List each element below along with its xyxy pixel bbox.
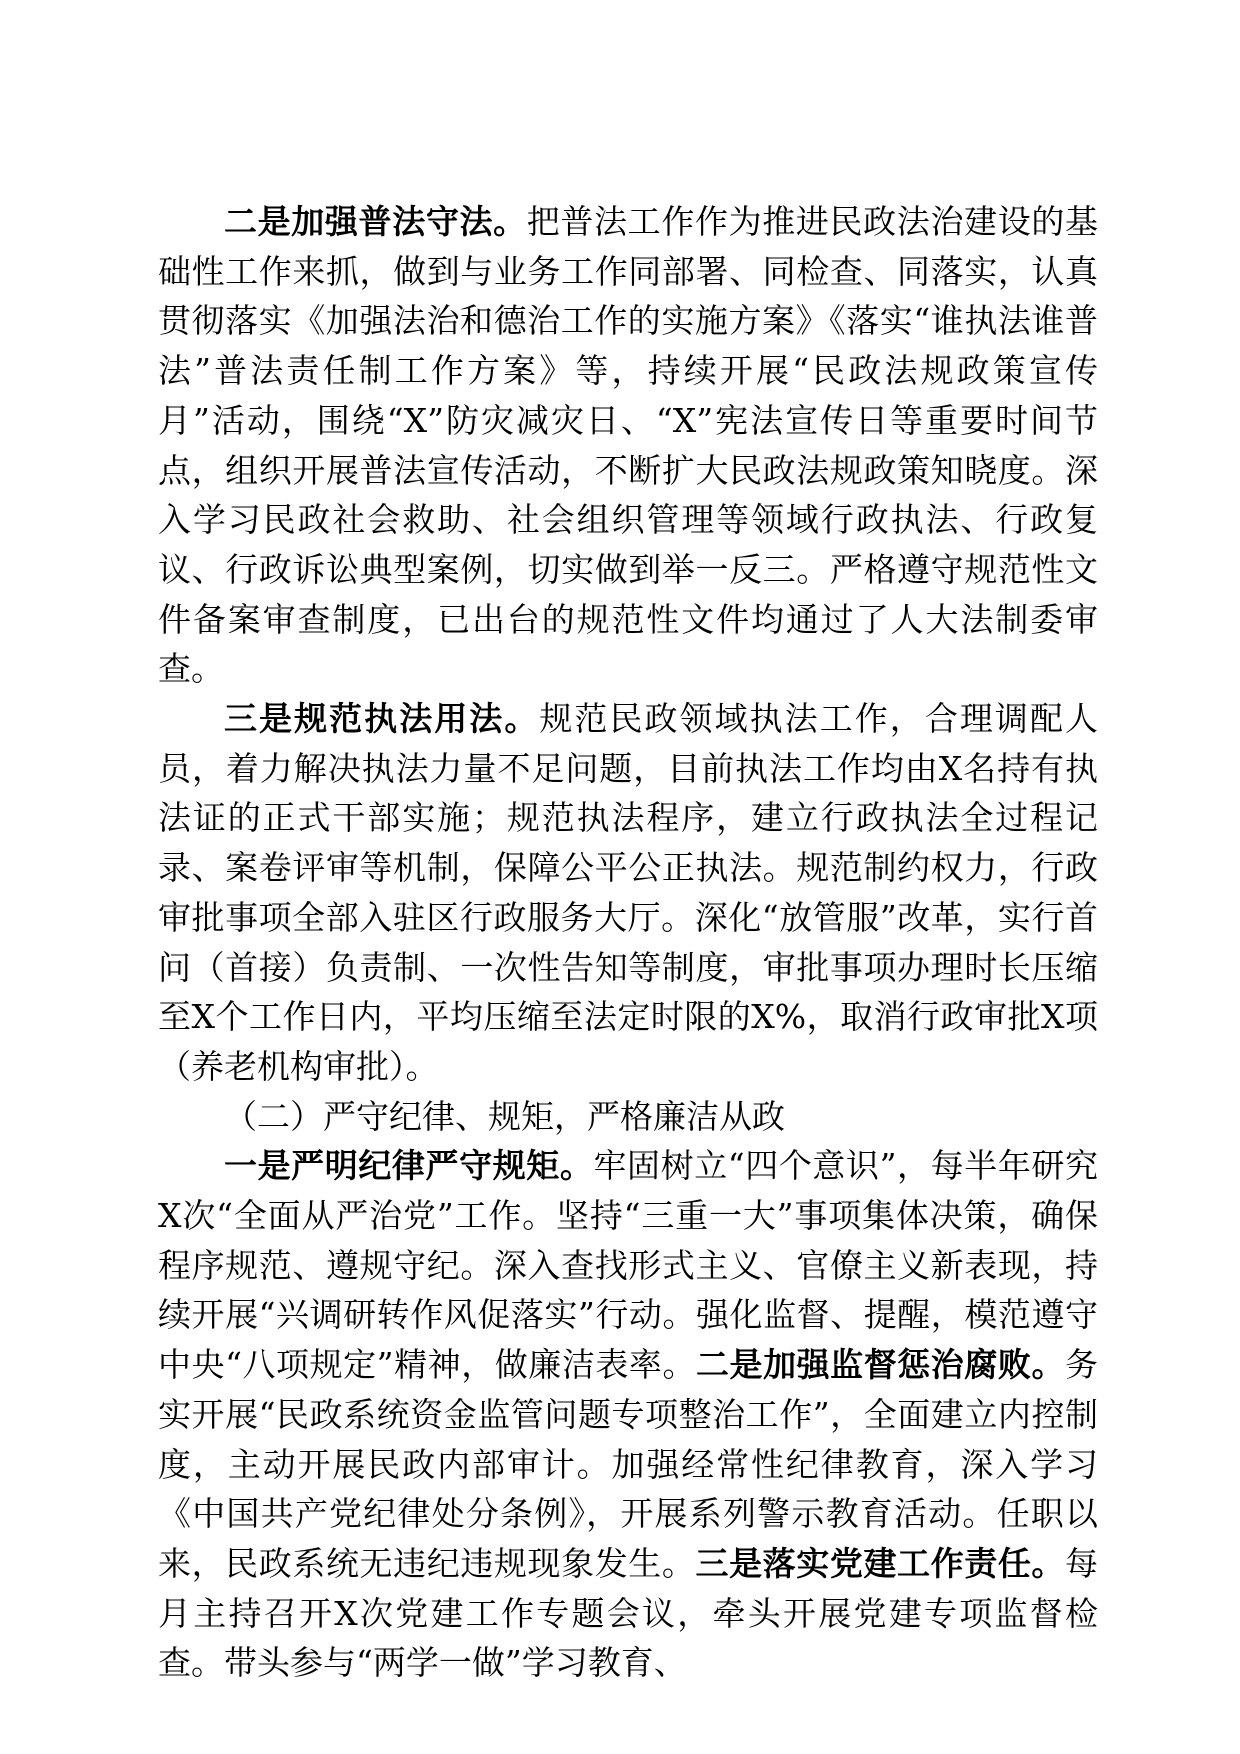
paragraph-discipline: [158, 1141, 1098, 1688]
paragraph-lead: 三是落实党建工作责任。: [695, 1543, 1066, 1583]
paragraph-text: 务实开展“民政系统资金监管问题专项整治工作”，全面建立内控制度，主动开展民政内部审计。加强经常性纪律教育，深入学习《中国共产党纪律处分条例》，开展系列警示教育活动。任职以来，民政系统无违纪违规现象发生。: [158, 1345, 1098, 1583]
paragraph-lead: 二是加强监督惩治腐败。: [696, 1345, 1065, 1385]
document-body: [158, 197, 1098, 1688]
paragraph-lead: 一是严明纪律严守规矩。: [224, 1146, 594, 1186]
section-heading: （二）严守纪律、规矩，严格廉洁从政: [224, 1096, 785, 1136]
paragraph-text: 规范民政领域执法工作，合理调配人员，着力解决执法力量不足问题，目前执法工作均由X名持有执法证的正式干部实施；规范执法程序，建立行政执法全过程记录、案卷评审等机制，保障公平公正执法。规范制约权力，行政审批事项全部入驻区行政服务大厅。深化“放管服”改革，实行首问（首接）负责制、一次性告知等制度，审批事项办理时长压缩至X个工作日内，平均压缩至法定时限的X%，取消行政审批X项（养老机构审批）。: [158, 699, 1099, 1086]
paragraph-text: 每月主持召开X次党建工作专题会议，牵头开展党建专项监督检查。带头参与“两学一做”学习教育、: [158, 1543, 1099, 1683]
paragraph-law-popularization: [158, 197, 1098, 694]
paragraph-law-enforcement: [158, 694, 1098, 1092]
paragraph-text: 把普法工作作为推进民政法治建设的基础性工作来抓，做到与业务工作同部署、同检查、同落实，认真贯彻落实《加强法治和德治工作的实施方案》《落实“谁执法谁普法”普法责任制工作方案》等，持续开展“民政法规政策宣传月”活动，围绕“X”防灾减灾日、“X”宪法宣传日等重要时间节点，组织开展普法宣传活动，不断扩大民政法规政策知晓度。深入学习民政社会救助、社会组织管理等领域行政执法、行政复议、行政诉讼典型案例，切实做到举一反三。严格遵守规范性文件备案审查制度，已出台的规范性文件均通过了人大法制委审查。: [158, 202, 1099, 689]
paragraph-text: 牢固树立“四个意识”，每半年研究X次“全面从严治党”工作。坚持“三重一大”事项集体决策，确保程序规范、遵规守纪。深入查找形式主义、官僚主义新表现，持续开展“兴调研转作风促落实”行动。强化监督、提醒，模范遵守中央“八项规定”精神，做廉洁表率。: [158, 1146, 1098, 1385]
paragraph-lead: 二是加强普法守法。: [224, 202, 527, 241]
paragraph-lead: 三是规范执法用法。: [224, 699, 540, 739]
